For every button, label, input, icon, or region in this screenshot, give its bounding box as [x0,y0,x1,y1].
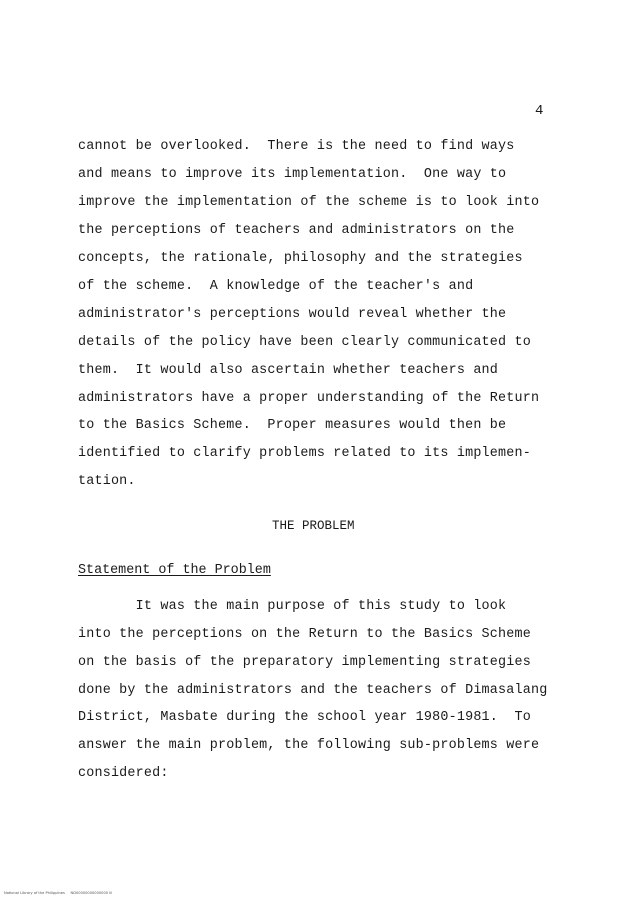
text-line: identified to clarify problems related to its implemen- [78,446,531,461]
text-line: details of the policy have been clearly communicated to [78,335,531,350]
text-line: to the Basics Scheme. Proper measures would then be [78,418,507,433]
text-line: cannot be overlooked. There is the need to find ways [78,139,515,154]
text-line: and means to improve its implementation. One way to [78,167,507,182]
text-line: administrators have a proper understanding of the Return [78,391,540,406]
text-line: answer the main problem, the following sub-problems were [78,738,540,753]
text-line: done by the administrators and the teachers of Dimasalang [78,683,548,698]
text-line: the perceptions of teachers and administrators on the [78,223,515,238]
text-line: into the perceptions on the Return to the Basics Scheme [78,627,531,642]
text-line: It was the main purpose of this study to look [78,599,507,614]
text-line: them. It would also ascertain whether teachers and [78,363,499,378]
text-line: District, Masbate during the school year 1980-1981. To [78,710,531,725]
text-line: on the basis of the preparatory implementing strategies [78,655,531,670]
page-number: 4 [535,103,544,119]
text-line: concepts, the rationale, philosophy and the strategies [78,251,523,266]
text-line: improve the implementation of the scheme is to look into [78,195,540,210]
library-footer: National Library of the Philippines ND00000000000000 lil [4,891,113,895]
text-line: considered: [78,766,169,781]
text-line: tation. [78,474,136,489]
text-line: administrator's perceptions would reveal whether the [78,307,507,322]
section-heading: THE PROBLEM [272,519,355,533]
subheading: Statement of the Problem [78,563,271,578]
text-line: of the scheme. A knowledge of the teacher's and [78,279,474,294]
